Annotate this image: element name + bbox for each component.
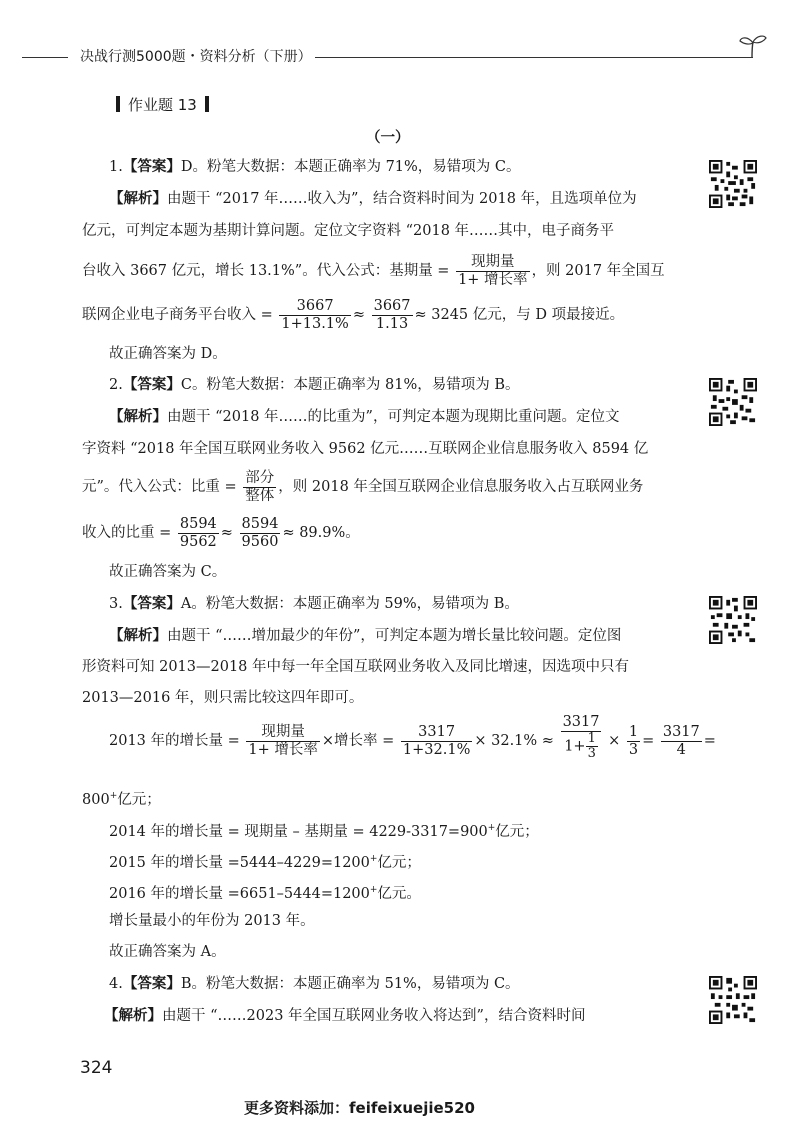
- header-rule-left: [22, 57, 68, 58]
- q1-analysis-line3: [82, 252, 665, 290]
- q3-y2015-text: 2015 年的增长量 =5444–4229=1200: [109, 854, 370, 871]
- header-title: 决战行测5000题・资料分析（下册）: [80, 49, 312, 65]
- q2-fraction-3: [240, 516, 281, 551]
- promo-label: 更多资料添加：: [244, 1099, 350, 1117]
- q3-equation: [109, 716, 716, 766]
- q3-analysis-line3: 2013—2016 年，则只需比较这四年即可。: [82, 690, 364, 706]
- q2-answer-line: [109, 375, 520, 395]
- q2-text3b: ，则 2018 年全国互联网企业信息服务收入占互联网业务: [278, 479, 644, 495]
- q4-answer-tag: 【答案】: [122, 976, 181, 992]
- page-number: 324: [80, 1058, 113, 1078]
- section-title-text: 作业题 13: [128, 96, 197, 114]
- q1-f2-den: 1+13.1%: [281, 315, 349, 332]
- q3-y2014: [109, 818, 539, 842]
- q1-answer-text: D。粉笔大数据：本题正确率为 71%，易错项为 C。: [180, 159, 521, 175]
- q3-analysis-line1: [109, 626, 621, 646]
- q3-analysis-text1: 由题干 “……增加最少的年份”，可判定本题为增长量比较问题。定位图: [167, 628, 622, 644]
- q2-conclusion: 故正确答案为 C。: [109, 564, 227, 580]
- q3-result-unit: 亿元；: [117, 791, 161, 808]
- q2-approx: ≈: [220, 525, 233, 541]
- sprout-icon: [738, 33, 768, 59]
- q2-analysis-tag: 【解析】: [109, 409, 167, 425]
- q3-eq-mid: 增长率 =: [334, 733, 395, 749]
- q4-answer-text: B。粉笔大数据：本题正确率为 51%，易错项为 C。: [180, 976, 520, 992]
- q1-text4b: ≈ 3245 亿元，与 D 项最接近。: [414, 307, 625, 323]
- q3-y2015: [109, 849, 421, 873]
- q1-approx: ≈: [352, 307, 365, 323]
- q3-equals: =: [642, 733, 655, 749]
- q3-f5-num: 3317: [662, 723, 700, 740]
- q1-answer-line: [109, 157, 521, 177]
- q2-analysis-line1: [109, 407, 619, 427]
- q3-f1-den: 1+ 增长率: [248, 741, 318, 758]
- q2-f2-den: 9562: [179, 533, 217, 550]
- q1-analysis-line1: [109, 189, 637, 209]
- q1-analysis-line4: [82, 296, 624, 334]
- q3-conclusion: 故正确答案为 A。: [109, 944, 226, 960]
- q1-analysis-line2: 亿元，可判定本题为基期计算问题。定位文字资料 “2018 年……其中，电子商务平: [82, 223, 615, 239]
- q3-y2016: [109, 880, 421, 904]
- q2-analysis-line3: [82, 468, 643, 506]
- q3-times-3: ×: [608, 733, 621, 749]
- q4-analysis-line1: [104, 1006, 585, 1026]
- q1-f2-num: 3667: [279, 298, 350, 316]
- q3-fraction-2: [401, 724, 472, 759]
- q3-answer-text: A。粉笔大数据：本题正确率为 59%，易错项为 B。: [180, 596, 519, 612]
- q3-y2016-text: 2016 年的增长量 =6651–5444=1200: [109, 885, 370, 902]
- q2-f3-num: 8594: [241, 515, 279, 532]
- q1-f1-den: 1+ 增长率: [458, 271, 528, 288]
- q3-y2014-unit: 亿元；: [495, 823, 539, 840]
- q3-f3-den-den: 3: [587, 746, 596, 761]
- qr-code-icon: [709, 596, 757, 644]
- q3-fraction-4: [627, 724, 640, 759]
- q3-y2015-unit: 亿元；: [377, 854, 421, 871]
- q3-answer-tag: 【答案】: [122, 596, 181, 612]
- q3-f2-num: 3317: [401, 724, 472, 742]
- q3-y2015-plus: +: [369, 854, 378, 864]
- q3-f3-num: 3317: [562, 714, 600, 730]
- q1-conclusion: 故正确答案为 D。: [109, 346, 227, 362]
- q1-text4a: 联网企业电子商务平台收入 =: [82, 307, 273, 323]
- q2-text4b: ≈ 89.9%。: [282, 525, 360, 541]
- q3-f4-den: 3: [628, 741, 639, 758]
- q1-fraction-3: [372, 298, 413, 333]
- q1-analysis-text1: 由题干 “2017 年……收入为”，结合资料时间为 2018 年，且选项单位为: [167, 191, 637, 207]
- q2-f1-den: 整体: [245, 487, 275, 504]
- q1-f1-num: 现期量: [456, 254, 529, 272]
- q3-result-val: 800: [82, 791, 110, 808]
- q2-f1-num: 部分: [245, 469, 275, 486]
- q1-text3a: 台收入 3667 亿元，增长 13.1%”。代入公式：基期量 =: [82, 263, 450, 279]
- q1-number: 1.: [109, 159, 123, 175]
- section-bar-left: [116, 96, 120, 112]
- promo-text: [244, 1098, 475, 1118]
- qr-code-icon: [709, 976, 757, 1024]
- q2-formula-fraction: [243, 470, 276, 505]
- q3-f1-num: 现期量: [246, 724, 319, 742]
- q3-answer-line: [109, 594, 519, 614]
- q1-f3-den: 1.13: [375, 315, 409, 332]
- q3-y2016-plus: +: [369, 885, 378, 895]
- q3-pct: 32.1% ≈: [491, 733, 554, 749]
- q2-analysis-line4: [82, 514, 360, 552]
- q3-times-2: ×: [474, 733, 487, 749]
- q4-analysis-tag: 【解析】: [104, 1008, 162, 1024]
- q3-fraction-5: [661, 724, 702, 759]
- section-title: [116, 95, 209, 115]
- q3-result: [82, 786, 161, 810]
- q1-f3-num: 3667: [373, 297, 411, 314]
- q4-number: 4.: [109, 976, 123, 992]
- q3-fraction-3: [561, 714, 602, 761]
- q3-y2014-plus: +: [487, 823, 496, 833]
- q4-answer-line: [109, 974, 520, 994]
- q3-f4-num: 1: [628, 723, 639, 740]
- q2-text4a: 收入的比重 =: [82, 525, 172, 541]
- q3-analysis-line2: 形资料可知 2013—2018 年中每一年全国互联网业务收入及同比增速，因选项中只有: [82, 659, 630, 675]
- q3-f5-den: 4: [676, 741, 686, 758]
- q3-eq-label: 2013 年的增长量 =: [109, 733, 240, 749]
- q3-result-plus: +: [109, 791, 118, 801]
- q2-text3a: 元”。代入公式：比重 =: [82, 479, 237, 495]
- q3-y2016-unit: 亿元。: [377, 885, 421, 902]
- q3-analysis-tag: 【解析】: [109, 628, 167, 644]
- q2-f2-num: 8594: [179, 515, 217, 532]
- q1-text3b: ，则 2017 年全国互: [531, 263, 665, 279]
- q3-f3-den-num: 1: [587, 731, 596, 746]
- header-rule-right: [315, 57, 753, 58]
- q2-analysis-text1: 由题干 “2018 年……的比重为”，可判定本题为现期比重问题。定位文: [167, 409, 620, 425]
- q3-min-year: 增长量最小的年份为 2013 年。: [109, 913, 315, 929]
- q1-analysis-tag: 【解析】: [109, 191, 167, 207]
- q2-f3-den: 9560: [241, 533, 279, 550]
- q2-fraction-2: [178, 516, 219, 551]
- q3-f2-den: 1+32.1%: [402, 741, 471, 758]
- q3-y2014-text: 2014 年的增长量 = 现期量 – 基期量 = 4229-3317=900: [109, 823, 488, 840]
- qr-code-icon: [709, 378, 757, 426]
- section-bar-right: [205, 96, 209, 112]
- q1-answer-tag: 【答案】: [122, 159, 181, 175]
- q3-f3-den-pre: 1+: [564, 738, 586, 755]
- q3-times-1: ×: [321, 733, 335, 749]
- q1-fraction-2: [279, 298, 350, 333]
- q2-answer-text: C。粉笔大数据：本题正确率为 81%，易错项为 B。: [180, 377, 520, 393]
- q3-eq-end: =: [703, 733, 716, 749]
- promo-id: feifeixuejie520: [349, 1099, 475, 1117]
- q2-number: 2.: [109, 377, 123, 393]
- q2-answer-tag: 【答案】: [122, 377, 181, 393]
- q3-nested-fraction: [586, 732, 598, 761]
- q3-number: 3.: [109, 596, 123, 612]
- q1-formula-fraction: [456, 254, 529, 289]
- q4-analysis-text1: 由题干 “……2023 年全国互联网业务收入将达到”，结合资料时间: [162, 1008, 586, 1024]
- q2-analysis-line2: 字资料 “2018 年全国互联网业务收入 9562 亿元……互联网企业信息服务收入 8594 亿: [82, 441, 649, 457]
- q3-f3-den: [561, 732, 602, 761]
- section-part: （一）: [366, 129, 410, 146]
- qr-code-icon: [709, 160, 757, 208]
- q3-fraction-1: [246, 724, 319, 759]
